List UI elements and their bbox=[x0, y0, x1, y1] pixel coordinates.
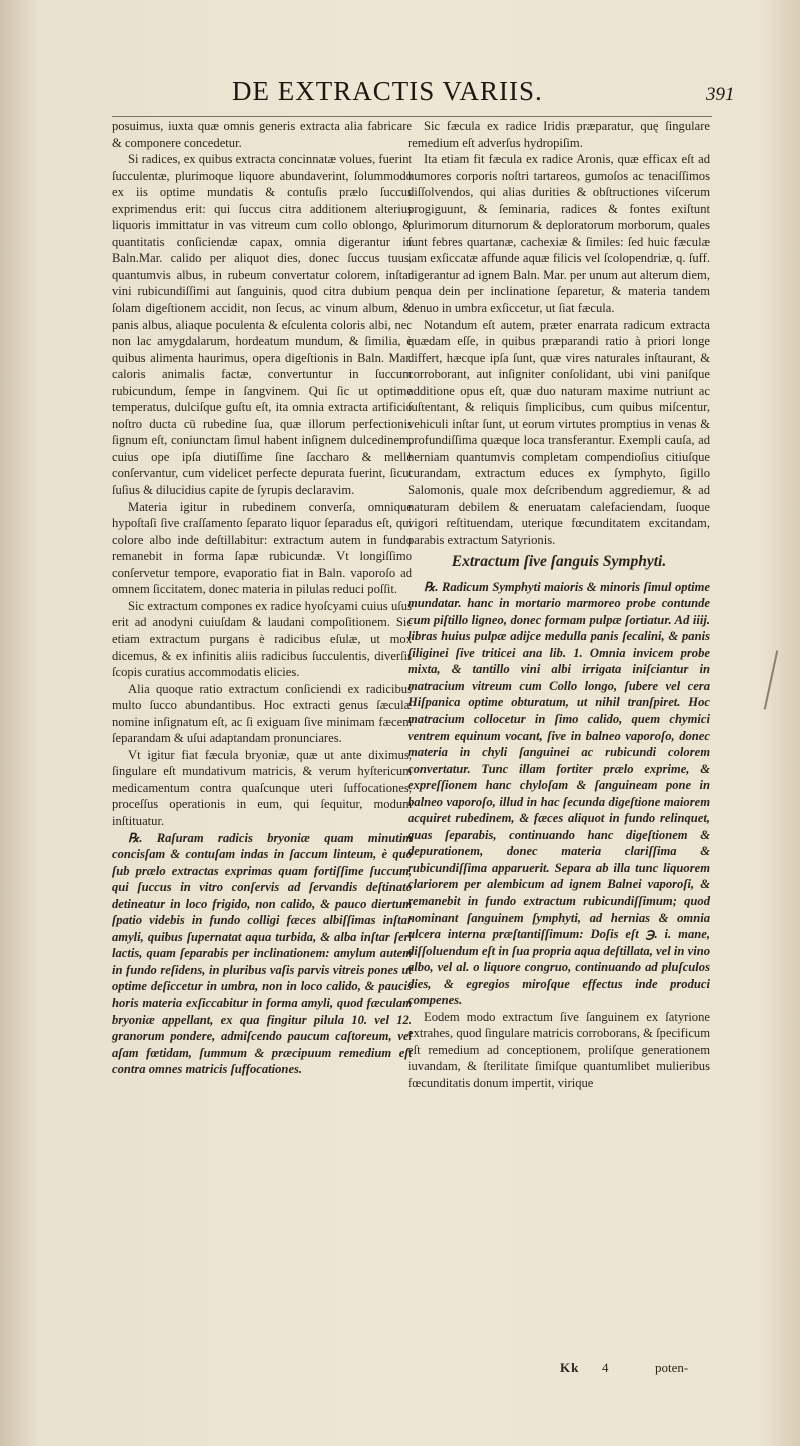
section-heading: Extractum ſive ſanguis Symphyti. bbox=[451, 553, 667, 571]
recipe-paragraph: ℞. Raſuram radicis bryoniæ quam minutim concisſam & contuſam indas in ſaccum linteum, è quo ſub prælo extractas exprimas quam fortiſſime ſuccum, qui ſuccus in vitro conſervis ad ſervandis deſtinato detineatur in loco frigido, non calido, & pauco diertum ſpatio videbis in fundo colligi fæces albiſſimas inſtar amyli, quibus ſupernatat aqua turbida, & alba inſtar ſeri lactis, quam ſeparabis per inclinationem: amylum autem in fundo reſidens, in pluribus vaſis parvis vitreis pones ut optime deſiccetur in umbra, non in loco calido, & paucis horis materia exſiccabitur in forma amyli, quod fæculam bryoniæ appellant, ex qua fingitur pilula 10. vel 12. granorum pondere, admiſcendo paucum caſtoreum, vel aſam fœtidam, ſummum & præcipuum remedium eſt contra omnes matricis ſuffocationes. bbox=[112, 830, 412, 1077]
left-column bbox=[112, 118, 412, 1078]
paragraph: Sic fæcula ex radice Iridis præparatur, quę ſingulare remedium eſt adverſus hydropiſim. bbox=[408, 119, 710, 150]
paragraph: Vt igitur fiat fæcula bryoniæ, quæ ut ante diximus, ſingulare eſt mundativum matricis, & verum hyſtericum medicamentum contra quaſcunque uteri ſuffocationes, proceſſus operationis in eum, qui ſequitur, modum inſtituatur. bbox=[112, 747, 412, 828]
running-head: DE EXTRACTIS VARIIS. bbox=[232, 76, 543, 106]
paragraph: Si radices, ex quibus extracta concinnatæ volues, fuerint ſucculentæ, plurimoque liquore abundaverint, ſolummodo ex iis optime mundatis & contuſis prælo ſuccus exprimendus erit: qui ſuccus citra additionem alterius liquoris immittatur in vas vitreum cum collo oblongo, & quantitatis conſiciendæ capax, omnia digerantur in Baln.Mar. calido per aliquot dies, donec ſuccus tuus, quantumvis albus, in rubeum convertatur colorem, inſtar vini rubicundiſſimi aut ſanguinis, quod citra dubium per ſolam digeſtionem accidit, non ſecus, ac vinum album, & panis albus, aliaque poculenta & eſculenta coloris albi, nec non lac amygdalarum, hordeatum mundum, & ſimilia, è quibus alimenta haurimus, opera digeſtionis in Baln. Mar. caloris animalis factæ, convertuntur in ſuccum rubicundum, ſempe in ſangvinem. Qui ſic ut optime temperatus, dulciſque guſtu eſt, ita omnia extracta artificio noſtro ducta cū rubedine ſua, quæ illorum perfectionis ſignum eſt, coniunctam ſimul habent inſignem dulcedinem, cuius ope ipſa diutiſſime ſine ſaccharo & melle conſervantur, cum videlicet perfecte depurata fuerint, ſicut ſuſius & dilucidius capite de ſyrupis declaravim. bbox=[112, 152, 412, 498]
paragraph: Materia igitur in rubedinem converſa, omnique hypoſtaſi ſive craſſamento ſeparato liquor ſeparadus eſt, qui colore albo inde deſtillabitur: extractum autem in fundo remanebit in forma ſapæ rubicundæ. Vt longiſſimo conſervetur tempore, evaporatio fiat in Baln. vaporoſo ad omnem ſiccitatem, donec materia in pilulas reduci poſſit. bbox=[112, 499, 412, 597]
margin-pen-mark bbox=[770, 650, 784, 730]
signature-mark: Kk bbox=[560, 1360, 580, 1375]
paragraph: Sic extractum compones ex radice hyoſcyami cuius uſus erit ad anodyni cuiuſdam & laudani compoſitionem. Sic etiam extractum purgans è radicibus eſulæ, ut mox dicemus, & ex infinitis aliis radicibus ſucculentis, diverſis ſcopis curatius accommodatis elicies. bbox=[112, 598, 412, 680]
paragraph: posuimus, iuxta quæ omnis generis extracta alia fabricare & componere concedetur. bbox=[112, 119, 412, 150]
header-rule bbox=[112, 116, 712, 117]
catchword: poten- bbox=[655, 1360, 689, 1375]
page-header bbox=[0, 70, 800, 114]
page-footer bbox=[560, 1360, 710, 1380]
recipe-block bbox=[408, 579, 710, 1009]
recipe-block bbox=[112, 830, 412, 1078]
paragraph: Alia quoque ratio extractum conſiciendi ex radicibus multo ſucco abundantibus. Hoc extracti genus ſæculæ nomine inſignatum eſt, ac ſi exiguam ſive minimam fæcem ſeparandam & uſui adaptandam pronunciares. bbox=[112, 681, 412, 746]
signature-number: 4 bbox=[602, 1360, 609, 1375]
paragraph: Notandum eſt autem, præter enarrata radicum extracta quædam eſſe, in quibus præparandi ratio à priori longe differt, hæcque ipſa ſunt, quæ vires naturales inſtaurant, & corroborant, aut inſigniter conſolidant, ubi vini paniſque additione opus eſt, quæ duo naturam maxime nutriunt ac ſuſtentant, & reliquis ſimplicibus, cum quibus miſcentur, vehiculi inſtar ſunt, ut eorum virtutes promptius in venas & profundiſſima quæque loca transferantur. Exempli cauſa, ad herniam quantumvis completam compendioſius citiuſque curandam, extractum educes ex ſymphyto, ſigillo Salomonis, quale mox deſcribendum aggrediemur, & ad naturam debilem & eneruatam calefaciendam, ſuoque vigori reſtituendam, uterique fœcunditatem excitandam, parabis extractum Satyrionis. bbox=[408, 317, 710, 547]
page-number: 391 bbox=[706, 84, 735, 105]
paragraph: Eodem modo extractum ſive ſanguinem ex ſatyrione extrahes, quod ſingulare matricis corroborans, & ſpecificum eſt remedium ad conceptionem, proliſque generationem iuvandam, & ſterilitate ſimiſque quantumlibet mulieribus fœcunditatis donum impertit, virique bbox=[408, 1009, 710, 1090]
right-column bbox=[408, 118, 710, 1092]
recipe-paragraph: ℞. Radicum Symphyti maioris & minoris ſimul optime mundatar. hanc in mortario marmoreo probe contunde cum piſtillo ligneo, donec formam pulpæ ſortiatur. Ad iiij. libras huius pulpæ adijce medulla panis ſecalini, & panis ſiliginei ſive triticei ana lib. 1. Omnia invicem probe mixta, & tantillo vini albi irrigata iniſciantur in matracium vitreum cum Collo longo, ſubere vel cera Hiſpanica optime obturatum, ut nihil tranſpiret. Hoc matracium collocetur in ſimo calido, quem chymici ventrem equinum vocant, ſive in balneo vaporoſo, donec materia in chyli ſanguinei ac rubicundi colorem convertatur. Tunc illam fortiter prælo exprime, & expreſſionem hanc chyloſam & ſanguineam pone in balneo vaporoſo, illud in hac ſecunda digeſtione maiorem acquiret rubedinem, & fæces aliquot in fundo relinquet, quas ſeparabis, continuando hanc digeſtionem & depurationem, donec materia clariſſima & rubicundiſſima apparuerit. Separa ab illa tunc liquorem clariorem per alembicum ad ignem Balnei vaporoſi, & remanebit in fundo extractum rubicundiſſimum; quod nominant ſanguinem ſymphyti, ad hernias & omnia ulcera interna præſtantiſſimum: Doſis eſt ℈. i. mane, diſſoluendum eſt in ſua propria aqua deſtillata, vel in vino albo, vel al. o liquore congruo, continuando ad pluſculos dies, & egregios miroſque effectus inde produci compenes. bbox=[408, 579, 710, 1008]
paragraph: Ita etiam fit fæcula ex radice Aronis, quæ efficax eſt ad humores corporis noſtri tartareos, gumoſos ac tenaciſſimos diſſolvendos, qui alias durities & obſtructiones viſcerum progiguunt, & ſeminaria, radices & fontes exiſtunt plurimorum diturnorum & deploratorum morborum, quales ſunt febres quartanæ, cachexiæ & ſimiles: ſed huic fæculæ iam exſiccatæ affunde aquæ filicis vel ſcolopendriæ, q. ſuff. digerantur ad ignem Baln. Mar. per unum aut alterum diem, aqua dein per inclinatione ſeparetur, & materia tandem denuo in umbra exſiccetur, ut ſiat fæcula. bbox=[408, 152, 710, 316]
